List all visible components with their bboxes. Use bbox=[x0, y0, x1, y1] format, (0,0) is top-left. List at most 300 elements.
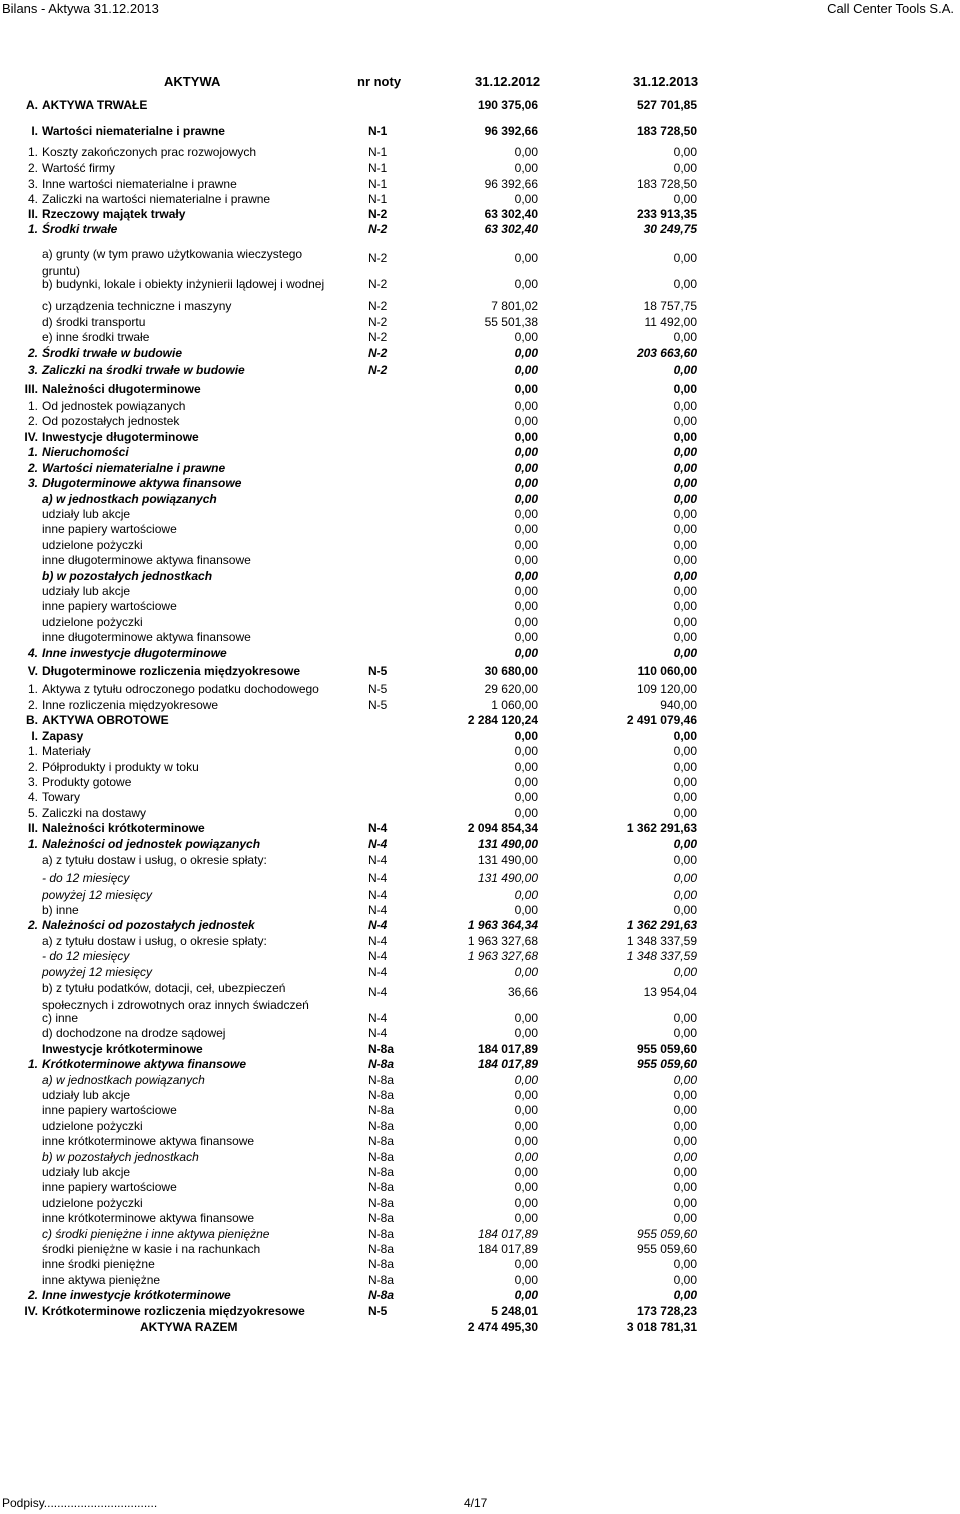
row-note: N-2 bbox=[368, 330, 388, 344]
row-note: N-4 bbox=[368, 871, 388, 885]
row-note: N-8a bbox=[368, 1119, 395, 1133]
row-note: N-8a bbox=[368, 1088, 395, 1102]
value-2012: 0,00 bbox=[514, 553, 538, 567]
value-2012: 55 501,38 bbox=[484, 315, 538, 329]
value-2012: 0,00 bbox=[514, 1088, 538, 1102]
value-2013: 1 362 291,63 bbox=[626, 918, 697, 932]
value-2012: 0,00 bbox=[514, 806, 538, 820]
row-label: inne krótkoterminowe aktywa finansowe bbox=[42, 1134, 255, 1148]
value-2013: 0,00 bbox=[673, 744, 697, 758]
company-name: Call Center Tools S.A. bbox=[827, 1, 954, 16]
value-2012: 2 284 120,24 bbox=[467, 713, 538, 727]
row-note: N-4 bbox=[368, 903, 388, 917]
value-2013: 18 757,75 bbox=[643, 299, 697, 313]
value-2013: 0,00 bbox=[673, 630, 697, 644]
row-number: I. bbox=[31, 124, 38, 138]
row-number: 5. bbox=[27, 806, 38, 820]
row-label: inne papiery wartościowe bbox=[42, 1180, 177, 1194]
value-2012: 0,00 bbox=[514, 1011, 538, 1025]
value-2013: 955 059,60 bbox=[636, 1042, 697, 1056]
value-2012: 96 392,66 bbox=[484, 124, 538, 138]
value-2012: 36,66 bbox=[507, 985, 538, 999]
value-2012: 0,00 bbox=[514, 445, 538, 459]
row-label: a) w jednostkach powiązanych bbox=[42, 492, 217, 506]
row-label: Krótkoterminowe rozliczenia międzyokresowe bbox=[42, 1304, 305, 1318]
value-2013: 0,00 bbox=[673, 192, 697, 206]
value-2013: 955 059,60 bbox=[636, 1227, 697, 1241]
row-number: A. bbox=[26, 98, 38, 112]
value-2012: 0,00 bbox=[514, 538, 538, 552]
row-note: N-4 bbox=[368, 1011, 388, 1025]
value-2013: 0,00 bbox=[673, 806, 697, 820]
row-number: I. bbox=[31, 729, 38, 743]
col-aktywa: AKTYWA bbox=[164, 74, 221, 89]
col-2012: 31.12.2012 bbox=[475, 74, 541, 89]
value-2012: 7 801,02 bbox=[491, 299, 538, 313]
value-2012: 0,00 bbox=[514, 1257, 538, 1271]
value-2012: 5 248,01 bbox=[491, 1304, 538, 1318]
row-label: inne papiery wartościowe bbox=[42, 599, 177, 613]
row-number: 4. bbox=[27, 192, 38, 206]
value-2012: 184 017,89 bbox=[477, 1042, 538, 1056]
value-2012: 0,00 bbox=[514, 1288, 538, 1302]
row-label: powyżej 12 miesięcy bbox=[42, 965, 153, 979]
row-label: Inne wartości niematerialne i prawne bbox=[42, 177, 237, 191]
row-label: Nieruchomości bbox=[42, 445, 129, 459]
row-label: inne papiery wartościowe bbox=[42, 522, 177, 536]
value-2012: 0,00 bbox=[514, 1211, 538, 1225]
value-2013: 0,00 bbox=[673, 1103, 697, 1117]
value-2012: 0,00 bbox=[514, 145, 538, 159]
row-label: Półprodukty i produkty w toku bbox=[42, 760, 199, 774]
row-note: N-8a bbox=[368, 1165, 395, 1179]
row-label: AKTYWA RAZEM bbox=[140, 1320, 238, 1334]
value-2013: 0,00 bbox=[673, 145, 697, 159]
value-2012: 0,00 bbox=[514, 790, 538, 804]
value-2012: 184 017,89 bbox=[477, 1057, 538, 1071]
value-2013: 0,00 bbox=[673, 251, 697, 265]
row-label: d) środki transportu bbox=[42, 315, 146, 329]
value-2013: 0,00 bbox=[673, 476, 697, 490]
row-number: 1. bbox=[27, 837, 38, 851]
value-2013: 0,00 bbox=[673, 1211, 697, 1225]
value-2013: 13 954,04 bbox=[643, 985, 697, 999]
row-note: N-8a bbox=[368, 1288, 395, 1302]
value-2012: 0,00 bbox=[514, 630, 538, 644]
row-label: Inne inwestycje krótkoterminowe bbox=[42, 1288, 231, 1302]
row-note: N-1 bbox=[368, 145, 388, 159]
row-label: AKTYWA OBROTOWE bbox=[42, 713, 169, 727]
row-number: 4. bbox=[27, 790, 38, 804]
row-number: 2. bbox=[27, 1288, 38, 1302]
col-2013: 31.12.2013 bbox=[633, 74, 699, 89]
row-label: Wartości niematerialne i prawne bbox=[42, 124, 225, 138]
value-2012: 0,00 bbox=[514, 599, 538, 613]
value-2013: 183 728,50 bbox=[636, 124, 697, 138]
value-2013: 0,00 bbox=[673, 646, 697, 660]
value-2013: 527 701,85 bbox=[636, 98, 697, 112]
value-2012: 0,00 bbox=[514, 461, 538, 475]
row-note: N-8a bbox=[368, 1042, 395, 1056]
row-note: N-4 bbox=[368, 965, 388, 979]
row-note: N-2 bbox=[368, 277, 388, 291]
row-label: udziały lub akcje bbox=[42, 507, 131, 521]
row-number: 3. bbox=[27, 775, 38, 789]
value-2013: 955 059,60 bbox=[636, 1057, 697, 1071]
row-note: N-1 bbox=[368, 161, 388, 175]
value-2013: 0,00 bbox=[673, 837, 697, 851]
value-2012: 0,00 bbox=[514, 965, 538, 979]
row-label: b) z tytułu podatków, dotacji, ceł, ubezpieczeń społecznych i zdrowotnych oraz innych świadczeń bbox=[42, 981, 309, 1012]
row-note: N-2 bbox=[368, 207, 388, 221]
value-2013: 0,00 bbox=[673, 569, 697, 583]
row-label: Towary bbox=[42, 790, 81, 804]
page-header bbox=[0, 0, 960, 18]
row-note: N-8a bbox=[368, 1257, 395, 1271]
row-label: Od pozostałych jednostek bbox=[42, 414, 180, 428]
value-2012: 0,00 bbox=[514, 251, 538, 265]
row-label: udzielone pożyczki bbox=[42, 615, 143, 629]
value-2013: 0,00 bbox=[673, 1288, 697, 1302]
signature-line: Podpisy.................................. bbox=[2, 1496, 158, 1510]
row-label: AKTYWA TRWAŁE bbox=[42, 98, 148, 112]
row-number: 4. bbox=[27, 646, 38, 660]
value-2013: 0,00 bbox=[673, 461, 697, 475]
value-2012: 0,00 bbox=[514, 1150, 538, 1164]
value-2012: 63 302,40 bbox=[484, 222, 538, 236]
row-label: Długoterminowe rozliczenia międzyokresowe bbox=[42, 664, 301, 678]
row-label: Należności od pozostałych jednostek bbox=[42, 918, 255, 932]
value-2013: 203 663,60 bbox=[636, 346, 697, 360]
row-label: Aktywa z tytułu odroczonego podatku dochodowego bbox=[42, 682, 319, 696]
row-label: b) inne bbox=[42, 903, 79, 917]
row-note: N-5 bbox=[368, 682, 388, 696]
row-label: udziały lub akcje bbox=[42, 584, 131, 598]
row-note: N-8a bbox=[368, 1134, 395, 1148]
row-label: Zapasy bbox=[42, 729, 84, 743]
value-2012: 0,00 bbox=[514, 615, 538, 629]
value-2012: 131 490,00 bbox=[477, 871, 538, 885]
row-number: 3. bbox=[27, 177, 38, 191]
value-2013: 30 249,75 bbox=[643, 222, 697, 236]
row-number: 1. bbox=[27, 399, 38, 413]
row-label: Należności długoterminowe bbox=[42, 382, 201, 396]
value-2013: 0,00 bbox=[673, 888, 697, 902]
row-note: N-4 bbox=[368, 837, 388, 851]
value-2012: 0,00 bbox=[514, 507, 538, 521]
row-note: N-5 bbox=[368, 1304, 388, 1318]
value-2012: 0,00 bbox=[514, 1103, 538, 1117]
row-label: - do 12 miesięcy bbox=[42, 871, 130, 885]
row-label: Środki trwałe bbox=[42, 222, 118, 236]
row-number: B. bbox=[26, 713, 38, 727]
row-note: N-1 bbox=[368, 192, 388, 206]
row-label: inne długoterminowe aktywa finansowe bbox=[42, 630, 251, 644]
value-2013: 183 728,50 bbox=[636, 177, 697, 191]
row-number: 2. bbox=[27, 461, 38, 475]
value-2013: 0,00 bbox=[673, 538, 697, 552]
row-note: N-2 bbox=[368, 346, 388, 360]
row-label: c) urządzenia techniczne i maszyny bbox=[42, 299, 232, 313]
value-2012: 0,00 bbox=[514, 414, 538, 428]
row-label: udziały lub akcje bbox=[42, 1165, 131, 1179]
row-label: inne papiery wartościowe bbox=[42, 1103, 177, 1117]
value-2013: 0,00 bbox=[673, 615, 697, 629]
row-number: 1. bbox=[27, 682, 38, 696]
value-2013: 0,00 bbox=[673, 965, 697, 979]
value-2013: 0,00 bbox=[673, 599, 697, 613]
row-note: N-4 bbox=[368, 934, 388, 948]
row-number: 2. bbox=[27, 698, 38, 712]
row-label: Środki trwałe w budowie bbox=[42, 346, 183, 360]
row-note: N-8a bbox=[368, 1057, 395, 1071]
value-2013: 955 059,60 bbox=[636, 1242, 697, 1256]
value-2012: 131 490,00 bbox=[477, 853, 538, 867]
row-label: a) grunty (w tym prawo użytkowania wieczystego gruntu) bbox=[42, 247, 303, 278]
row-note: N-2 bbox=[368, 222, 388, 236]
row-number: 3. bbox=[27, 363, 38, 377]
row-label: d) dochodzone na drodze sądowej bbox=[42, 1026, 226, 1040]
value-2013: 0,00 bbox=[673, 414, 697, 428]
row-note: N-8a bbox=[368, 1227, 395, 1241]
row-note: N-4 bbox=[368, 985, 388, 999]
value-2013: 0,00 bbox=[673, 775, 697, 789]
row-note: N-8a bbox=[368, 1103, 395, 1117]
value-2012: 0,00 bbox=[514, 363, 538, 377]
row-note: N-8a bbox=[368, 1196, 395, 1210]
row-note: N-1 bbox=[368, 124, 388, 138]
value-2013: 0,00 bbox=[673, 1180, 697, 1194]
row-note: N-4 bbox=[368, 1026, 388, 1040]
row-number: 2. bbox=[27, 161, 38, 175]
value-2012: 0,00 bbox=[514, 330, 538, 344]
value-2012: 0,00 bbox=[514, 277, 538, 291]
value-2013: 0,00 bbox=[673, 1257, 697, 1271]
row-label: a) w jednostkach powiązanych bbox=[42, 1073, 205, 1087]
row-label: Materiały bbox=[42, 744, 91, 758]
row-label: b) w pozostałych jednostkach bbox=[42, 569, 213, 583]
row-label: Wartości niematerialne i prawne bbox=[42, 461, 226, 475]
row-label: a) z tytułu dostaw i usług, o okresie spłaty: bbox=[42, 934, 267, 948]
value-2012: 190 375,06 bbox=[477, 98, 538, 112]
value-2013: 0,00 bbox=[673, 1073, 697, 1087]
row-number: 1. bbox=[27, 744, 38, 758]
value-2012: 0,00 bbox=[514, 569, 538, 583]
value-2013: 11 492,00 bbox=[644, 315, 697, 329]
value-2013: 0,00 bbox=[673, 760, 697, 774]
value-2013: 0,00 bbox=[673, 1119, 697, 1133]
row-number: V. bbox=[27, 664, 38, 678]
row-number: IV. bbox=[24, 1304, 38, 1318]
value-2012: 1 060,00 bbox=[491, 698, 538, 712]
row-number: 1. bbox=[27, 145, 38, 159]
value-2013: 0,00 bbox=[673, 1088, 697, 1102]
row-label: e) inne środki trwałe bbox=[42, 330, 150, 344]
col-nr-noty: nr noty bbox=[357, 74, 402, 89]
value-2012: 0,00 bbox=[514, 522, 538, 536]
row-label: udzielone pożyczki bbox=[42, 538, 143, 552]
value-2012: 2 474 495,30 bbox=[467, 1320, 538, 1334]
value-2012: 0,00 bbox=[514, 1134, 538, 1148]
value-2012: 131 490,00 bbox=[477, 837, 538, 851]
row-label: środki pieniężne w kasie i na rachunkach bbox=[42, 1242, 261, 1256]
value-2013: 940,00 bbox=[660, 698, 697, 712]
value-2012: 1 963 364,34 bbox=[467, 918, 538, 932]
row-note: N-8a bbox=[368, 1242, 395, 1256]
row-note: N-4 bbox=[368, 918, 388, 932]
row-note: N-8a bbox=[368, 1273, 395, 1287]
row-note: N-2 bbox=[368, 315, 388, 329]
row-note: N-8a bbox=[368, 1180, 395, 1194]
row-label: udzielone pożyczki bbox=[42, 1119, 143, 1133]
value-2012: 0,00 bbox=[514, 346, 538, 360]
value-2012: 184 017,89 bbox=[477, 1227, 538, 1241]
value-2012: 0,00 bbox=[514, 476, 538, 490]
row-number: 1. bbox=[27, 445, 38, 459]
value-2012: 0,00 bbox=[514, 1073, 538, 1087]
value-2012: 96 392,66 bbox=[484, 177, 538, 191]
value-2013: 1 348 337,59 bbox=[626, 934, 697, 948]
value-2012: 0,00 bbox=[514, 492, 538, 506]
row-label: b) w pozostałych jednostkach bbox=[42, 1150, 199, 1164]
value-2012: 0,00 bbox=[514, 192, 538, 206]
row-number: II. bbox=[27, 821, 38, 835]
value-2012: 0,00 bbox=[514, 1180, 538, 1194]
row-label: a) z tytułu dostaw i usług, o okresie spłaty: bbox=[42, 853, 267, 867]
value-2013: 0,00 bbox=[673, 161, 697, 175]
value-2012: 0,00 bbox=[514, 430, 538, 444]
value-2013: 0,00 bbox=[673, 330, 697, 344]
value-2013: 0,00 bbox=[673, 1150, 697, 1164]
value-2013: 0,00 bbox=[673, 871, 697, 885]
value-2013: 0,00 bbox=[673, 1134, 697, 1148]
value-2012: 184 017,89 bbox=[477, 1242, 538, 1256]
value-2012: 1 963 327,68 bbox=[467, 934, 538, 948]
row-label: Inne inwestycje długoterminowe bbox=[42, 646, 227, 660]
value-2013: 0,00 bbox=[673, 445, 697, 459]
row-note: N-8a bbox=[368, 1211, 395, 1225]
value-2013: 0,00 bbox=[673, 1165, 697, 1179]
row-note: N-4 bbox=[368, 949, 388, 963]
row-label: Zaliczki na środki trwałe w budowie bbox=[42, 363, 245, 377]
value-2013: 0,00 bbox=[673, 507, 697, 521]
value-2013: 0,00 bbox=[673, 1011, 697, 1025]
row-number: 2. bbox=[27, 760, 38, 774]
value-2013: 0,00 bbox=[673, 522, 697, 536]
value-2013: 0,00 bbox=[673, 363, 697, 377]
row-label: Długoterminowe aktywa finansowe bbox=[42, 476, 242, 490]
value-2013: 233 913,35 bbox=[636, 207, 697, 221]
value-2013: 0,00 bbox=[673, 277, 697, 291]
value-2013: 0,00 bbox=[673, 399, 697, 413]
value-2013: 0,00 bbox=[673, 729, 697, 743]
row-label: - do 12 miesięcy bbox=[42, 949, 130, 963]
row-note: N-2 bbox=[368, 363, 388, 377]
row-label: c) inne bbox=[42, 1011, 79, 1025]
row-label: inne aktywa pieniężne bbox=[42, 1273, 161, 1287]
value-2012: 0,00 bbox=[514, 382, 538, 396]
row-label: udziały lub akcje bbox=[42, 1088, 131, 1102]
row-label: Zaliczki na wartości niematerialne i prawne bbox=[42, 192, 271, 206]
row-label: Zaliczki na dostawy bbox=[42, 806, 147, 820]
row-label: Rzeczowy majątek trwały bbox=[42, 207, 186, 221]
row-label: Należności od jednostek powiązanych bbox=[42, 837, 261, 851]
value-2012: 0,00 bbox=[514, 161, 538, 175]
value-2013: 3 018 781,31 bbox=[626, 1320, 697, 1334]
value-2013: 110 060,00 bbox=[637, 664, 697, 678]
row-note: N-8a bbox=[368, 1150, 395, 1164]
row-label: inne długoterminowe aktywa finansowe bbox=[42, 553, 251, 567]
value-2013: 173 728,23 bbox=[636, 1304, 697, 1318]
row-number: 1. bbox=[27, 222, 38, 236]
row-label: Inwestycje długoterminowe bbox=[42, 430, 199, 444]
value-2013: 0,00 bbox=[673, 382, 697, 396]
row-note: N-1 bbox=[368, 177, 388, 191]
row-number: 2. bbox=[27, 346, 38, 360]
row-note: N-2 bbox=[368, 251, 388, 265]
value-2012: 0,00 bbox=[514, 729, 538, 743]
row-label: Koszty zakończonych prac rozwojowych bbox=[42, 145, 257, 159]
value-2013: 0,00 bbox=[673, 903, 697, 917]
value-2012: 0,00 bbox=[514, 1119, 538, 1133]
value-2013: 0,00 bbox=[673, 553, 697, 567]
row-number: 1. bbox=[27, 1057, 38, 1071]
value-2012: 2 094 854,34 bbox=[467, 821, 538, 835]
row-label: inne środki pieniężne bbox=[42, 1257, 155, 1271]
row-note: N-4 bbox=[368, 888, 388, 902]
row-label: b) budynki, lokale i obiekty inżynierii lądowej i wodnej bbox=[42, 277, 325, 291]
value-2013: 2 491 079,46 bbox=[626, 713, 697, 727]
value-2013: 0,00 bbox=[673, 1273, 697, 1287]
value-2013: 0,00 bbox=[673, 1196, 697, 1210]
value-2012: 0,00 bbox=[514, 744, 538, 758]
value-2012: 0,00 bbox=[514, 646, 538, 660]
value-2012: 0,00 bbox=[514, 1026, 538, 1040]
row-label: Krótkoterminowe aktywa finansowe bbox=[42, 1057, 247, 1071]
value-2012: 0,00 bbox=[514, 1165, 538, 1179]
value-2013: 0,00 bbox=[673, 492, 697, 506]
row-note: N-4 bbox=[368, 821, 388, 835]
row-label: Od jednostek powiązanych bbox=[42, 399, 186, 413]
row-label: powyżej 12 miesięcy bbox=[42, 888, 153, 902]
value-2012: 0,00 bbox=[514, 584, 538, 598]
row-number: II. bbox=[27, 207, 38, 221]
value-2013: 0,00 bbox=[673, 853, 697, 867]
value-2013: 109 120,00 bbox=[636, 682, 697, 696]
value-2013: 0,00 bbox=[673, 1026, 697, 1040]
row-label: udzielone pożyczki bbox=[42, 1196, 143, 1210]
row-number: 3. bbox=[27, 476, 38, 490]
value-2013: 1 362 291,63 bbox=[626, 821, 697, 835]
row-label: Produkty gotowe bbox=[42, 775, 132, 789]
value-2012: 63 302,40 bbox=[484, 207, 538, 221]
row-label: inne krótkoterminowe aktywa finansowe bbox=[42, 1211, 255, 1225]
value-2012: 29 620,00 bbox=[484, 682, 538, 696]
value-2013: 0,00 bbox=[673, 584, 697, 598]
value-2012: 30 680,00 bbox=[484, 664, 538, 678]
value-2013: 0,00 bbox=[673, 430, 697, 444]
row-label: Wartość firmy bbox=[42, 161, 115, 175]
row-note: N-2 bbox=[368, 299, 388, 313]
row-note: N-5 bbox=[368, 664, 388, 678]
value-2012: 0,00 bbox=[514, 399, 538, 413]
value-2012: 0,00 bbox=[514, 888, 538, 902]
row-number: IV. bbox=[24, 430, 38, 444]
page-number: 4/17 bbox=[464, 1496, 488, 1510]
row-label: Inne rozliczenia międzyokresowe bbox=[42, 698, 219, 712]
row-note: N-4 bbox=[368, 853, 388, 867]
row-number: III. bbox=[24, 382, 38, 396]
